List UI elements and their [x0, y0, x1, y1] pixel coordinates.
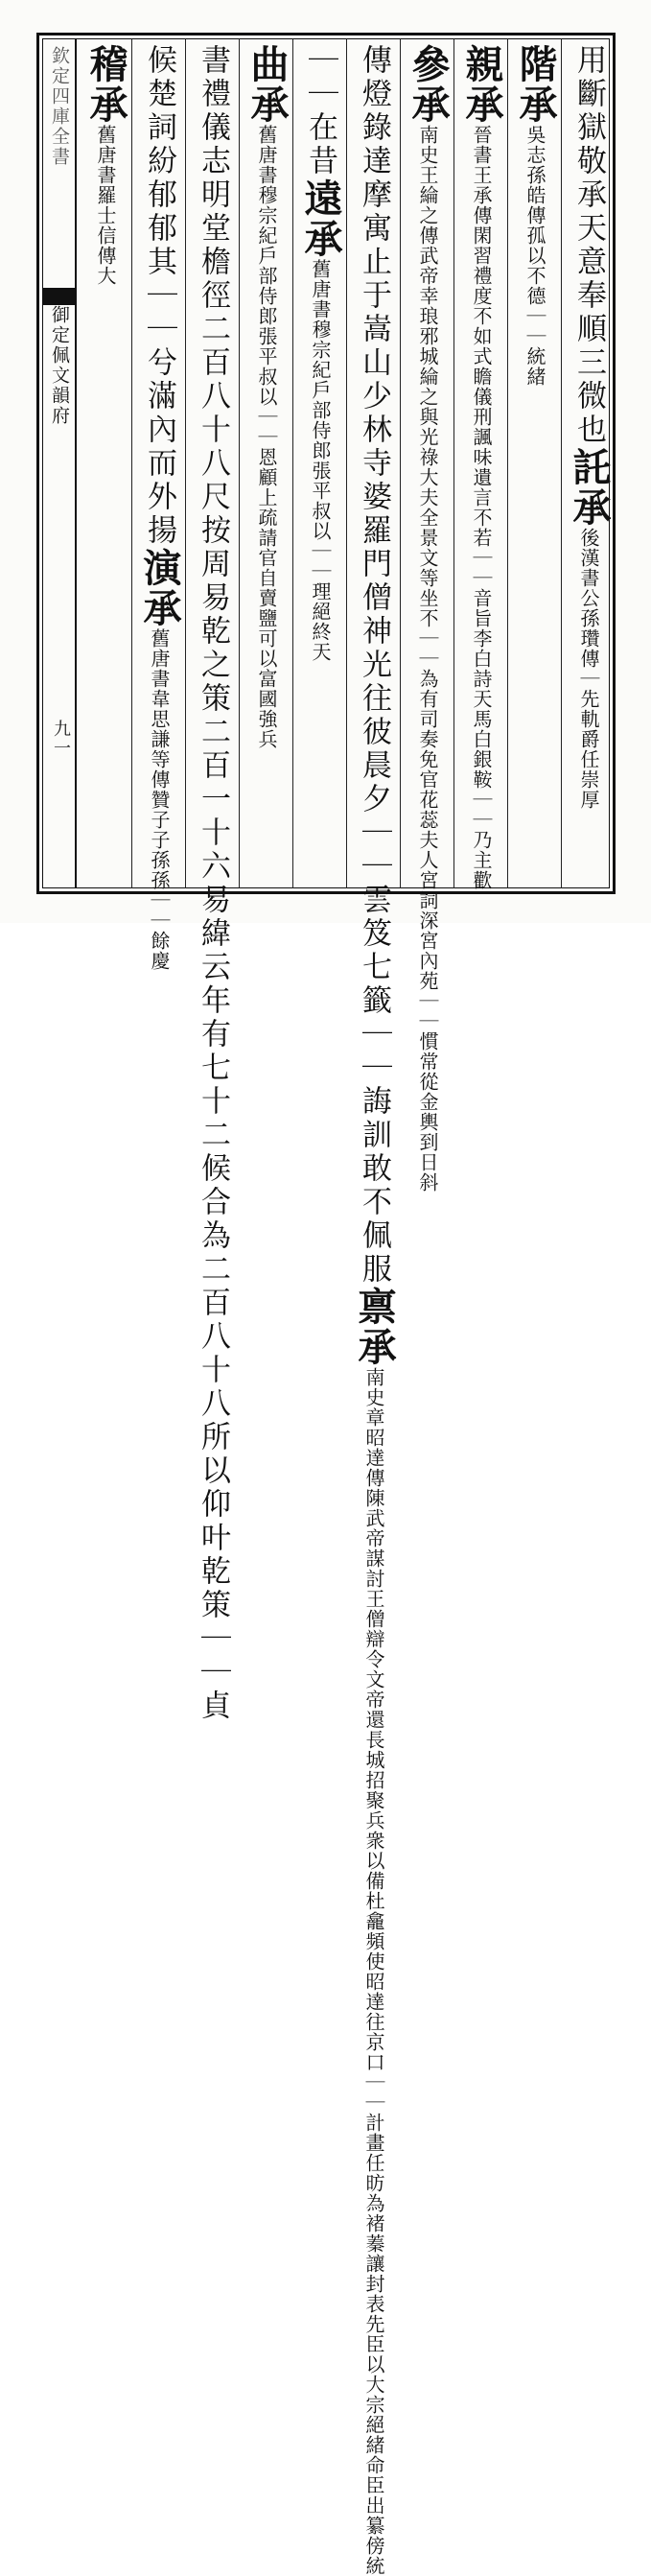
text-column-10: 稽承舊唐書羅士信傳大 — [83, 44, 128, 286]
text-column-9: 候楚詞紛郁郁其｜｜兮滿內而外揚演承舊唐書韋思謙等傳贊子子孫孫｜｜餘慶 — [137, 44, 182, 971]
text-column-3: 親承晉書王承傳閑習禮度不如式瞻儀刑諷味遺言不若｜｜音旨李白詩天馬白銀鞍｜｜乃主歡 — [459, 44, 504, 890]
text-column-6: ｜｜在昔遠承舊唐書穆宗紀戶部侍郎張平叔以｜｜理絕終天 — [298, 44, 343, 662]
page-number: 九一 — [51, 720, 71, 758]
margin-book-title: 御定佩文韻府 — [49, 305, 70, 426]
fish-tail-mark — [42, 288, 77, 305]
text-column-2: 階承吳志孫皓傳孤以不德｜｜統緒 — [513, 44, 558, 387]
text-column-7: 曲承舊唐書穆宗紀戶部侍郎張平叔以｜｜恩顧上疏請官自賣鹽可以富國強兵 — [244, 44, 290, 749]
text-column-8: 書禮儀志明堂檐徑二百八十八尺按周易乾之策二百一十六易緯云年有七十二候合為二百八十八所以仰叶乾策｜｜貞 — [196, 44, 230, 1723]
text-column-1: 用斷獄敬承天意奉順三微也託承後漢書公孫瓚傳｜先軌爵任崇厚 — [567, 44, 612, 810]
margin-top-text: 欽定四庫全書 — [49, 46, 70, 167]
text-column-4: 參承南史王綸之傳武帝幸琅邪城綸之與光祿大夫全景文等坐不｜｜為有司奏免官花蕊夫人宮詞深宮內苑｜｜慣常從金輿到日斜 — [406, 44, 451, 1193]
text-column-5: 傳燈錄達摩寓止于嵩山少林寺婆羅門僧神光往彼晨夕｜｜雲笈七籤｜｜誨訓敢不佩服禀承南史章昭達傳陳武帝謀討王僧辯令文帝還長城招聚兵衆以備杜龕頻使昭達往京口｜｜計畫任昉為褚蓁讓封表先臣以大宗絕緒命臣出纂傍統 — [352, 44, 397, 2576]
